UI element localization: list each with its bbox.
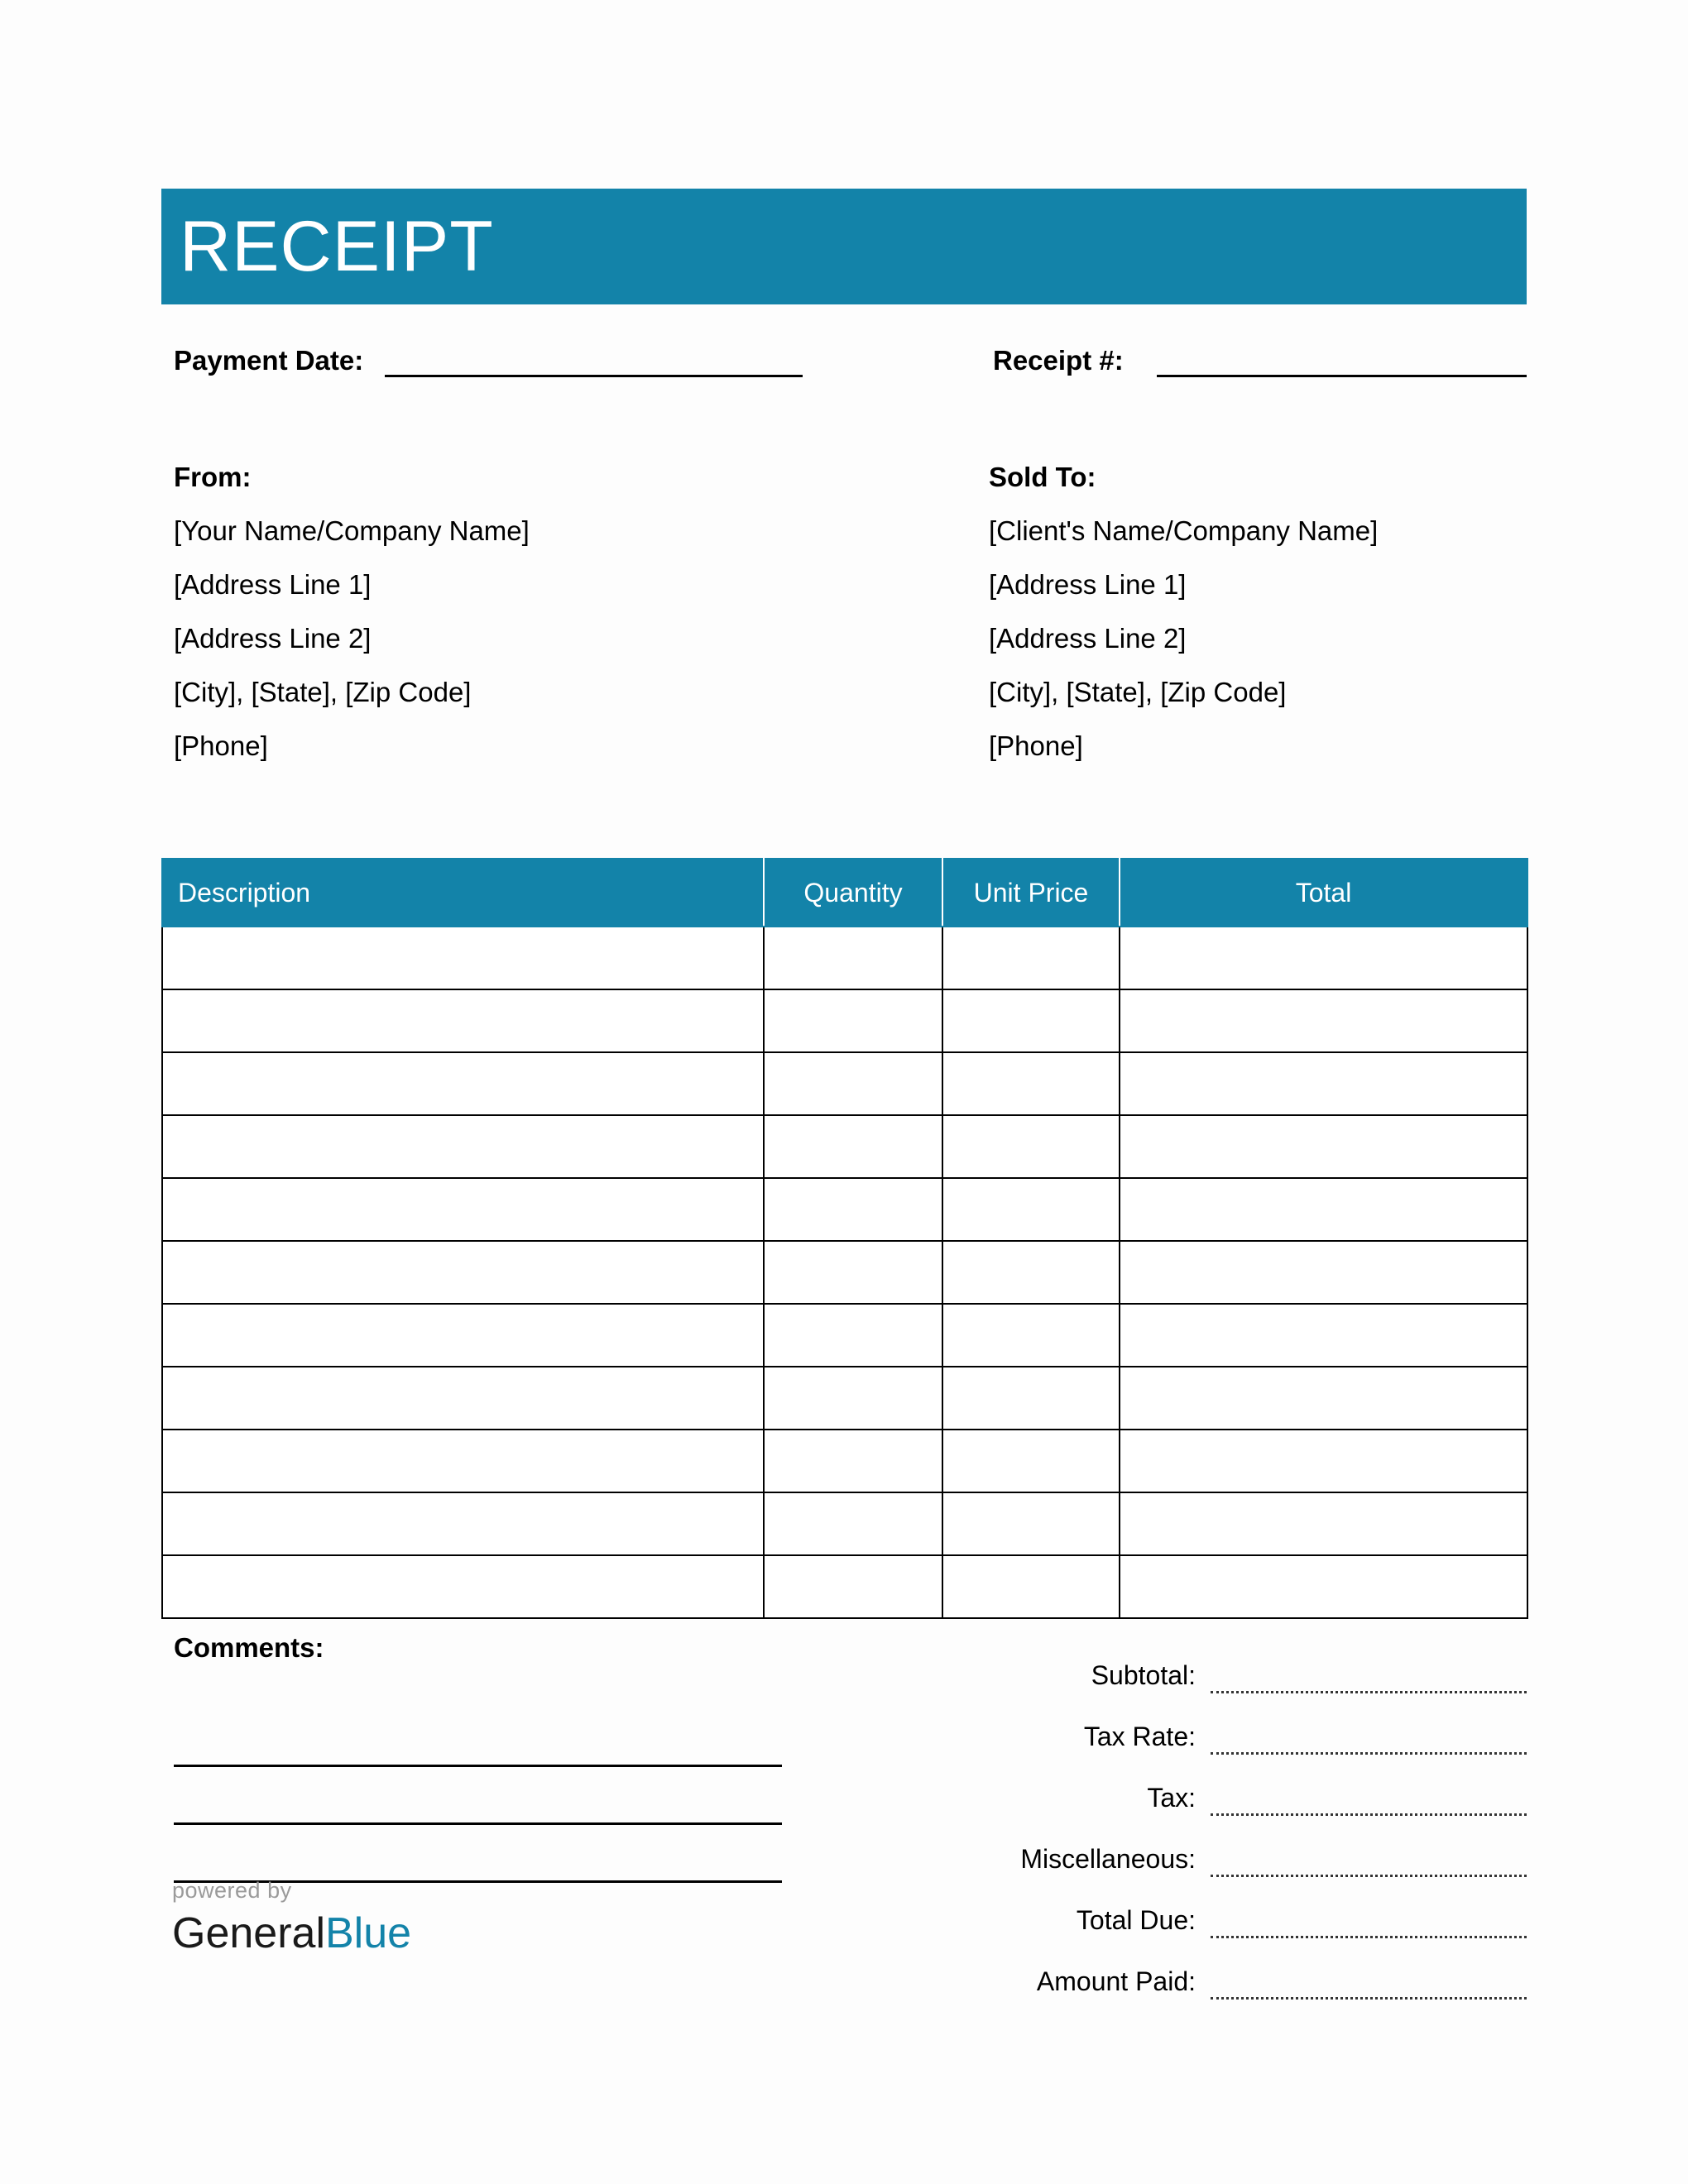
cell-unit-price[interactable] <box>942 1430 1120 1492</box>
cell-quantity[interactable] <box>764 927 942 989</box>
total-row <box>935 1755 1527 1816</box>
sold-to-line-address1[interactable]: [Address Line 1] <box>989 569 1187 600</box>
logo-word-blue: Blue <box>325 1909 412 1957</box>
cell-total[interactable] <box>1120 927 1527 989</box>
cell-unit-price[interactable] <box>942 1492 1120 1555</box>
cell-total[interactable] <box>1120 1555 1527 1618</box>
table-row <box>162 989 1527 1052</box>
comment-lines <box>174 1709 786 1883</box>
totals-section <box>935 1632 1527 2000</box>
cell-total[interactable] <box>1120 1115 1527 1178</box>
cell-description[interactable] <box>162 1430 764 1492</box>
comments-label: Comments: <box>174 1632 324 1663</box>
cell-total[interactable] <box>1120 1241 1527 1304</box>
cell-quantity[interactable] <box>764 1241 942 1304</box>
total-label: Tax Rate: <box>1083 1722 1196 1751</box>
cell-quantity[interactable] <box>764 989 942 1052</box>
table-row <box>162 1052 1527 1115</box>
cell-unit-price[interactable] <box>942 1241 1120 1304</box>
sold-to-block <box>989 463 1642 759</box>
from-block <box>174 463 827 759</box>
from-line-address2[interactable]: [Address Line 2] <box>174 623 372 654</box>
cell-description[interactable] <box>162 1492 764 1555</box>
cell-total[interactable] <box>1120 1178 1527 1241</box>
receipt-number-label: Receipt #: <box>993 345 1124 376</box>
logo-word-general: General <box>172 1909 325 1957</box>
total-row <box>935 1632 1527 1693</box>
line-items-body <box>162 927 1527 1618</box>
total-label: Miscellaneous: <box>1020 1844 1196 1874</box>
total-label: Amount Paid: <box>1036 1966 1196 1996</box>
from-line-phone[interactable]: [Phone] <box>174 730 268 761</box>
receipt-header-banner <box>161 189 1527 304</box>
meta-row <box>161 343 1527 401</box>
cell-description[interactable] <box>162 1115 764 1178</box>
table-row <box>162 1178 1527 1241</box>
cell-unit-price[interactable] <box>942 1555 1120 1618</box>
sold-to-line-city[interactable]: [City], [State], [Zip Code] <box>989 677 1287 707</box>
cell-unit-price[interactable] <box>942 1178 1120 1241</box>
cell-quantity[interactable] <box>764 1178 942 1241</box>
page-title: RECEIPT <box>180 207 494 286</box>
cell-unit-price[interactable] <box>942 927 1120 989</box>
total-value-input[interactable] <box>1211 1714 1527 1755</box>
total-row <box>935 1693 1527 1755</box>
cell-unit-price[interactable] <box>942 1052 1120 1115</box>
total-row <box>935 1938 1527 2000</box>
total-row <box>935 1877 1527 1938</box>
comment-line[interactable] <box>174 1767 782 1825</box>
column-header-quantity: Quantity <box>764 859 942 927</box>
cell-description[interactable] <box>162 1555 764 1618</box>
column-header-total: Total <box>1120 859 1527 927</box>
cell-quantity[interactable] <box>764 1492 942 1555</box>
cell-total[interactable] <box>1120 989 1527 1052</box>
total-label: Tax: <box>1147 1783 1196 1813</box>
cell-quantity[interactable] <box>764 1115 942 1178</box>
payment-date-field <box>174 343 803 377</box>
table-row <box>162 927 1527 989</box>
cell-total[interactable] <box>1120 1367 1527 1430</box>
cell-description[interactable] <box>162 1178 764 1241</box>
generalblue-logo <box>172 1880 411 1955</box>
cell-unit-price[interactable] <box>942 1367 1120 1430</box>
table-row <box>162 1430 1527 1492</box>
receipt-number-field <box>993 343 1527 377</box>
cell-description[interactable] <box>162 1052 764 1115</box>
table-row <box>162 1115 1527 1178</box>
sold-to-heading: Sold To: <box>989 462 1096 492</box>
sold-to-line-phone[interactable]: [Phone] <box>989 730 1083 761</box>
total-value-input[interactable] <box>1211 1898 1527 1938</box>
cell-description[interactable] <box>162 989 764 1052</box>
table-row <box>162 1241 1527 1304</box>
cell-quantity[interactable] <box>764 1367 942 1430</box>
cell-total[interactable] <box>1120 1492 1527 1555</box>
cell-unit-price[interactable] <box>942 1304 1120 1367</box>
cell-description[interactable] <box>162 1367 764 1430</box>
table-row <box>162 1304 1527 1367</box>
table-row <box>162 1492 1527 1555</box>
table-row <box>162 1555 1527 1618</box>
cell-total[interactable] <box>1120 1052 1527 1115</box>
sold-to-line-name[interactable]: [Client's Name/Company Name] <box>989 515 1379 546</box>
cell-total[interactable] <box>1120 1430 1527 1492</box>
column-header-unit-price: Unit Price <box>942 859 1120 927</box>
total-value-input[interactable] <box>1211 1775 1527 1816</box>
cell-total[interactable] <box>1120 1304 1527 1367</box>
table-row <box>162 1367 1527 1430</box>
total-value-input[interactable] <box>1211 1959 1527 2000</box>
cell-unit-price[interactable] <box>942 989 1120 1052</box>
cell-quantity[interactable] <box>764 1430 942 1492</box>
receipt-number-input[interactable] <box>1157 343 1527 377</box>
comment-line[interactable] <box>174 1709 782 1767</box>
payment-date-label: Payment Date: <box>174 345 364 376</box>
cell-quantity[interactable] <box>764 1555 942 1618</box>
sold-to-line-address2[interactable]: [Address Line 2] <box>989 623 1187 654</box>
payment-date-input[interactable] <box>385 343 803 377</box>
line-items-header <box>162 859 1527 927</box>
from-line-name[interactable]: [Your Name/Company Name] <box>174 515 530 546</box>
cell-quantity[interactable] <box>764 1052 942 1115</box>
cell-unit-price[interactable] <box>942 1115 1120 1178</box>
from-line-city[interactable]: [City], [State], [Zip Code] <box>174 677 472 707</box>
cell-description[interactable] <box>162 1304 764 1367</box>
from-heading: From: <box>174 462 252 492</box>
total-label: Subtotal: <box>1091 1660 1196 1690</box>
table-header-row <box>162 859 1527 927</box>
total-value-input[interactable] <box>1211 1653 1527 1693</box>
total-label: Total Due: <box>1076 1905 1196 1935</box>
total-row <box>935 1816 1527 1877</box>
column-header-description: Description <box>162 859 764 927</box>
from-line-address1[interactable]: [Address Line 1] <box>174 569 372 600</box>
cell-description[interactable] <box>162 927 764 989</box>
line-items-table <box>161 858 1528 1619</box>
cell-quantity[interactable] <box>764 1304 942 1367</box>
cell-description[interactable] <box>162 1241 764 1304</box>
logo-powered-by-text: powered by <box>172 1878 292 1903</box>
logo-wordmark <box>172 1909 412 1957</box>
total-value-input[interactable] <box>1211 1837 1527 1877</box>
comments-section <box>174 1634 786 1883</box>
comment-line[interactable] <box>174 1825 782 1883</box>
